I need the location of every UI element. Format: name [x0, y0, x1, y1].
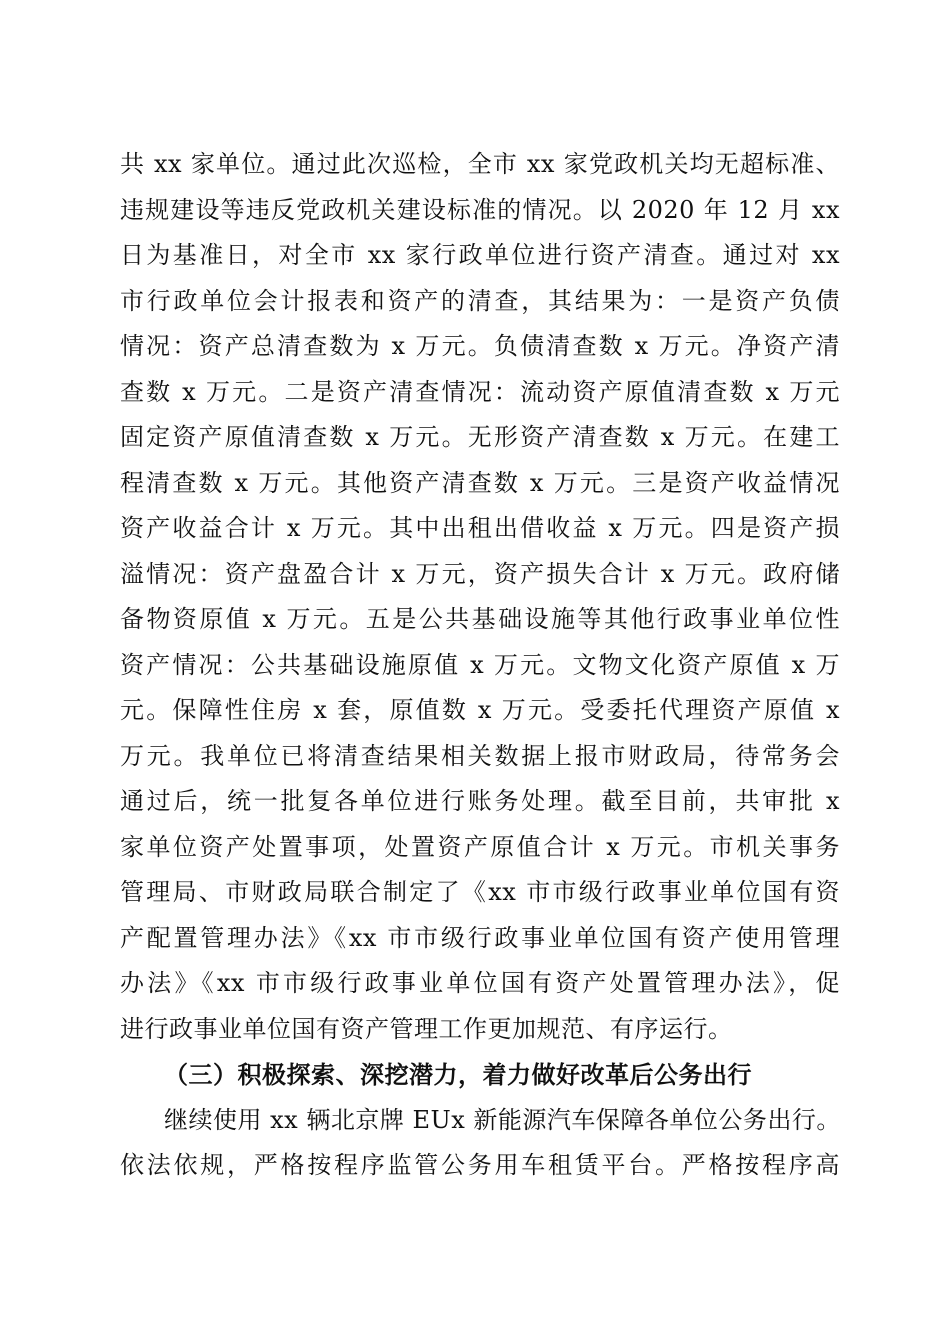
text-line: 产配置管理办法》《xx 市市级行政事业单位国有资产使用管理 [120, 923, 840, 952]
text-line: 溢情况：资产盘盈合计 x 万元，资产损失合计 x 万元。政府储 [120, 559, 840, 588]
text-line: 共 xx 家单位。通过此次巡检，全市 xx 家党政机关均无超标准、 [120, 150, 840, 178]
section-heading: （三）积极探索、深挖潜力，着力做好改革后公务出行 [164, 1060, 752, 1089]
text-line: 进行政事业单位国有资产管理工作更加规范、有序运行。 [120, 1014, 733, 1043]
text-line: 管理局、市财政局联合制定了《xx 市市级行政事业单位国有资 [120, 878, 840, 906]
text-line: 固定资产原值清查数 x 万元。无形资产清查数 x 万元。在建工 [120, 423, 840, 451]
text-line: 办法》《xx 市市级行政事业单位国有资产处置管理办法》，促 [120, 969, 840, 997]
text-line: 万元。我单位已将清查结果相关数据上报市财政局，待常务会 [120, 741, 840, 770]
text-line: 违规建设等违反党政机关建设标准的情况。以 2020 年 12 月 xx [120, 195, 840, 224]
text-line: 日为基准日，对全市 xx 家行政单位进行资产清查。通过对 xx [120, 241, 840, 269]
text-line: 备物资原值 x 万元。五是公共基础设施等其他行政事业单位性 [120, 605, 840, 633]
text-line: 家单位资产处置事项，处置资产原值合计 x 万元。市机关事务 [120, 832, 840, 861]
text-line: 市行政单位会计报表和资产的清查，其结果为：一是资产负债 [120, 286, 840, 315]
text-line: 通过后，统一批复各单位进行账务处理。截至目前，共审批 x [120, 787, 840, 815]
text-line: 依法依规，严格按程序监管公务用车租赁平台。严格按程序高 [120, 1151, 840, 1179]
text-line: 元。保障性住房 x 套，原值数 x 万元。受委托代理资产原值 x [120, 696, 840, 724]
text-line: 资产情况：公共基础设施原值 x 万元。文物文化资产原值 x 万 [120, 650, 840, 679]
text-line: 资产收益合计 x 万元。其中出租出借收益 x 万元。四是资产损 [120, 514, 840, 542]
text-line: 继续使用 xx 辆北京牌 EUx 新能源汽车保障各单位公务出行。 [164, 1105, 841, 1134]
text-line: 情况：资产总清查数为 x 万元。负债清查数 x 万元。净资产清 [120, 332, 840, 360]
document-body [120, 142, 840, 1189]
text-line: 查数 x 万元。二是资产清查情况：流动资产原值清查数 x 万元 [120, 377, 840, 406]
text-line: 程清查数 x 万元。其他资产清查数 x 万元。三是资产收益情况 [120, 468, 840, 497]
